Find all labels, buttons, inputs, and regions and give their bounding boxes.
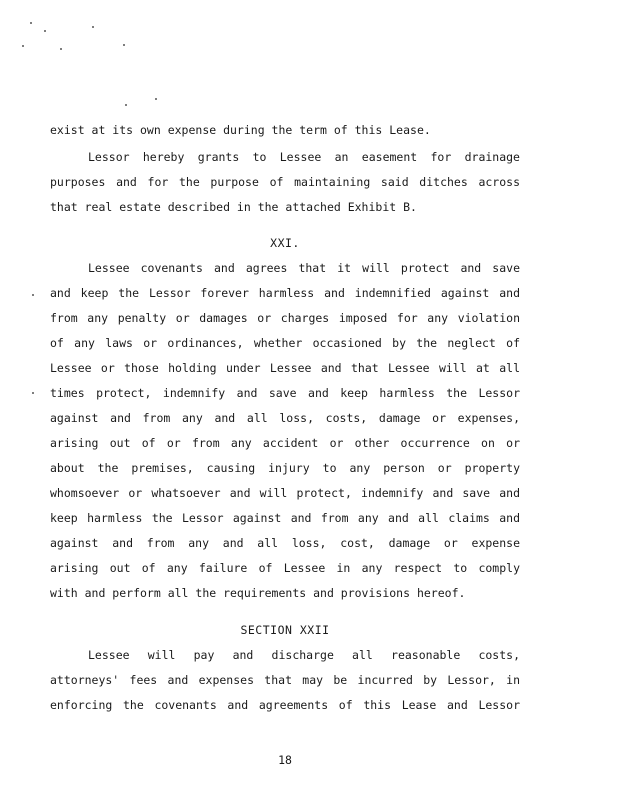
page-number: 18: [278, 753, 292, 767]
scan-speck: [44, 30, 46, 32]
section-heading-xxi: XXI.: [270, 236, 300, 250]
text-line: of any laws or ordinances, whether occasioned by the neglect of: [50, 336, 520, 350]
text-line: about the premises, causing injury to any person or property: [50, 461, 520, 475]
text-line: arising out of any failure of Lessee in any respect to comply: [50, 561, 520, 575]
text-line: attorneys' fees and expenses that may be incurred by Lessor, in: [50, 673, 520, 687]
scan-speck: [123, 44, 125, 46]
scan-speck: [155, 98, 157, 100]
paragraph-indemnification: [50, 256, 520, 606]
text-line: with and perform all the requirements and provisions hereof.: [50, 586, 466, 600]
text-line: against and from any and all loss, costs, damage or expenses,: [50, 411, 520, 425]
text-line: Lessee covenants and agrees that it will protect and save: [88, 261, 520, 275]
paragraph-continuation: [50, 118, 520, 143]
scan-speck: [32, 294, 34, 296]
text-line: against and from any and all loss, cost, damage or expense: [50, 536, 520, 550]
scan-speck: [22, 45, 24, 47]
text-line: arising out of or from any accident or other occurrence on or: [50, 436, 520, 450]
scan-speck: [92, 26, 94, 28]
text-line: whomsoever or whatsoever and will protect, indemnify and save and: [50, 486, 520, 500]
text-line: and keep the Lessor forever harmless and indemnified against and: [50, 286, 520, 300]
text-line: times protect, indemnify and save and keep harmless the Lessor: [50, 386, 520, 400]
text-line: Lessee or those holding under Lessee and that Lessee will at all: [50, 361, 520, 375]
text-line: Lessor hereby grants to Lessee an easement for drainage: [88, 150, 520, 164]
text-line: Lessee will pay and discharge all reasonable costs,: [88, 648, 520, 662]
scan-speck: [125, 104, 127, 106]
scan-speck: [60, 48, 62, 50]
text-line: keep harmless the Lessor against and from any and all claims and: [50, 511, 520, 525]
text-line: purposes and for the purpose of maintaining said ditches across: [50, 175, 520, 189]
text-line: from any penalty or damages or charges imposed for any violation: [50, 311, 520, 325]
paragraph-costs: [50, 643, 520, 718]
scan-speck: [32, 392, 34, 394]
section-heading-xxii: SECTION XXII: [240, 623, 330, 637]
text-line: exist at its own expense during the term of this Lease.: [50, 123, 431, 137]
paragraph-easement: [50, 145, 520, 220]
scan-speck: [30, 22, 32, 24]
text-line: that real estate described in the attached Exhibit B.: [50, 200, 417, 214]
text-line: enforcing the covenants and agreements of this Lease and Lessor: [50, 698, 520, 712]
